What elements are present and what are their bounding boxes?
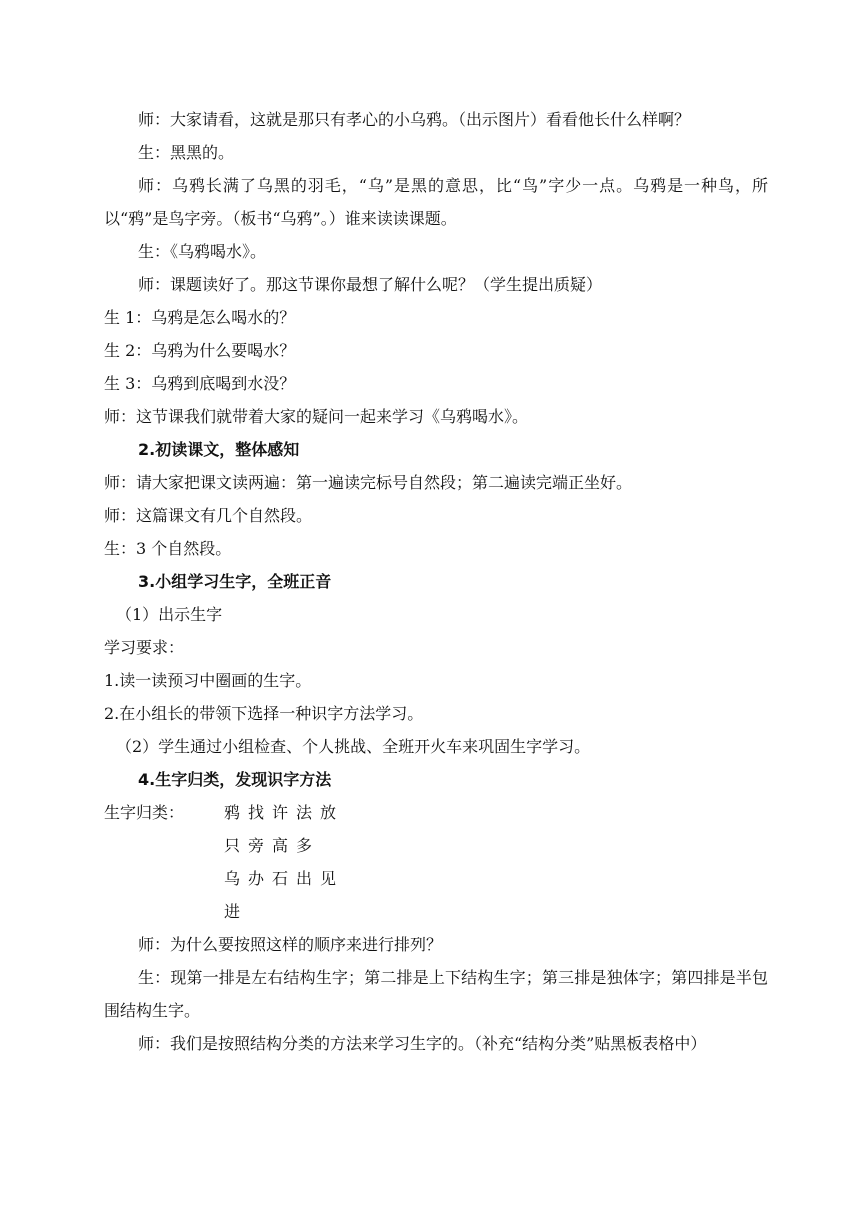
char-group-row <box>104 862 768 895</box>
char-item: 办 <box>248 869 265 888</box>
char-item: 高 <box>272 836 289 855</box>
char-item: 只 <box>224 836 241 855</box>
char-item: 乌 <box>224 869 241 888</box>
section-heading: 3.小组学习生字，全班正音 <box>138 572 332 591</box>
char-item: 找 <box>248 803 265 822</box>
text-line: 师：这篇课文有几个自然段。 <box>104 506 313 525</box>
char-item: 放 <box>320 803 337 822</box>
char-list <box>224 895 248 928</box>
text-line: 师：这节课我们就带着大家的疑问一起来学习《乌鸦喝水》。 <box>104 407 529 426</box>
char-group-row <box>104 895 768 928</box>
char-group-row <box>104 796 768 829</box>
text-line: 生：黑黑的。 <box>138 143 235 162</box>
text-line: 师：我们是按照结构分类的方法来学习生字的。（补充“结构分类”贴黑板表格中） <box>138 1034 707 1053</box>
text-paragraph: 生：现第一排是左右结构生字；第二排是上下结构生字；第三排是独体字；第四排是半包围结构生字。 <box>104 968 768 1020</box>
text-line: （2）学生通过小组检查、个人挑战、全班开火车来巩固生字学习。 <box>116 737 591 756</box>
text-line: 生 2：乌鸦为什么要喝水？ <box>104 341 296 360</box>
char-group-row <box>104 829 768 862</box>
char-item: 许 <box>272 803 289 822</box>
text-line: 生：《乌鸦喝水》。 <box>138 242 267 261</box>
text-line: 师：大家请看，这就是那只有孝心的小乌鸦。（出示图片）看看他长什么样啊？ <box>138 110 691 129</box>
text-line: （1）出示生字 <box>116 605 223 624</box>
section-heading: 4.生字归类，发现识字方法 <box>138 770 332 789</box>
char-list <box>224 829 320 862</box>
section-heading: 2.初读课文，整体感知 <box>138 440 300 459</box>
char-item: 见 <box>320 869 337 888</box>
text-paragraph: 师：乌鸦长满了乌黑的羽毛，“乌”是黑的意思，比“鸟”字少一点。乌鸦是一种鸟，所以“鸦”是鸟字旁。（板书“乌鸦”。）谁来读读课题。 <box>104 176 768 228</box>
char-item: 法 <box>296 803 313 822</box>
char-item: 鸦 <box>224 803 241 822</box>
text-line: 师：为什么要按照这样的顺序来进行排列？ <box>138 935 443 954</box>
char-list <box>224 862 344 895</box>
text-line: 师：请大家把课文读两遍：第一遍读完标号自然段；第二遍读完端正坐好。 <box>104 473 633 492</box>
text-line: 2.在小组长的带领下选择一种识字方法学习。 <box>104 704 424 723</box>
char-item: 出 <box>296 869 313 888</box>
char-list <box>224 796 344 829</box>
char-group-label: 生字归类： <box>104 803 185 822</box>
text-line: 1.读一读预习中圈画的生字。 <box>104 671 312 690</box>
char-item: 旁 <box>248 836 265 855</box>
char-item: 进 <box>224 902 241 921</box>
char-item: 多 <box>296 836 313 855</box>
lesson-text <box>104 103 768 1060</box>
text-line: 生 1：乌鸦是怎么喝水的？ <box>104 308 296 327</box>
text-line: 学习要求： <box>104 638 185 657</box>
char-item: 石 <box>272 869 289 888</box>
text-line: 生：3 个自然段。 <box>104 539 232 558</box>
text-line: 生 3：乌鸦到底喝到水没？ <box>104 374 296 393</box>
text-line: 师：课题读好了。那这节课你最想了解什么呢？（学生提出质疑） <box>138 275 603 294</box>
